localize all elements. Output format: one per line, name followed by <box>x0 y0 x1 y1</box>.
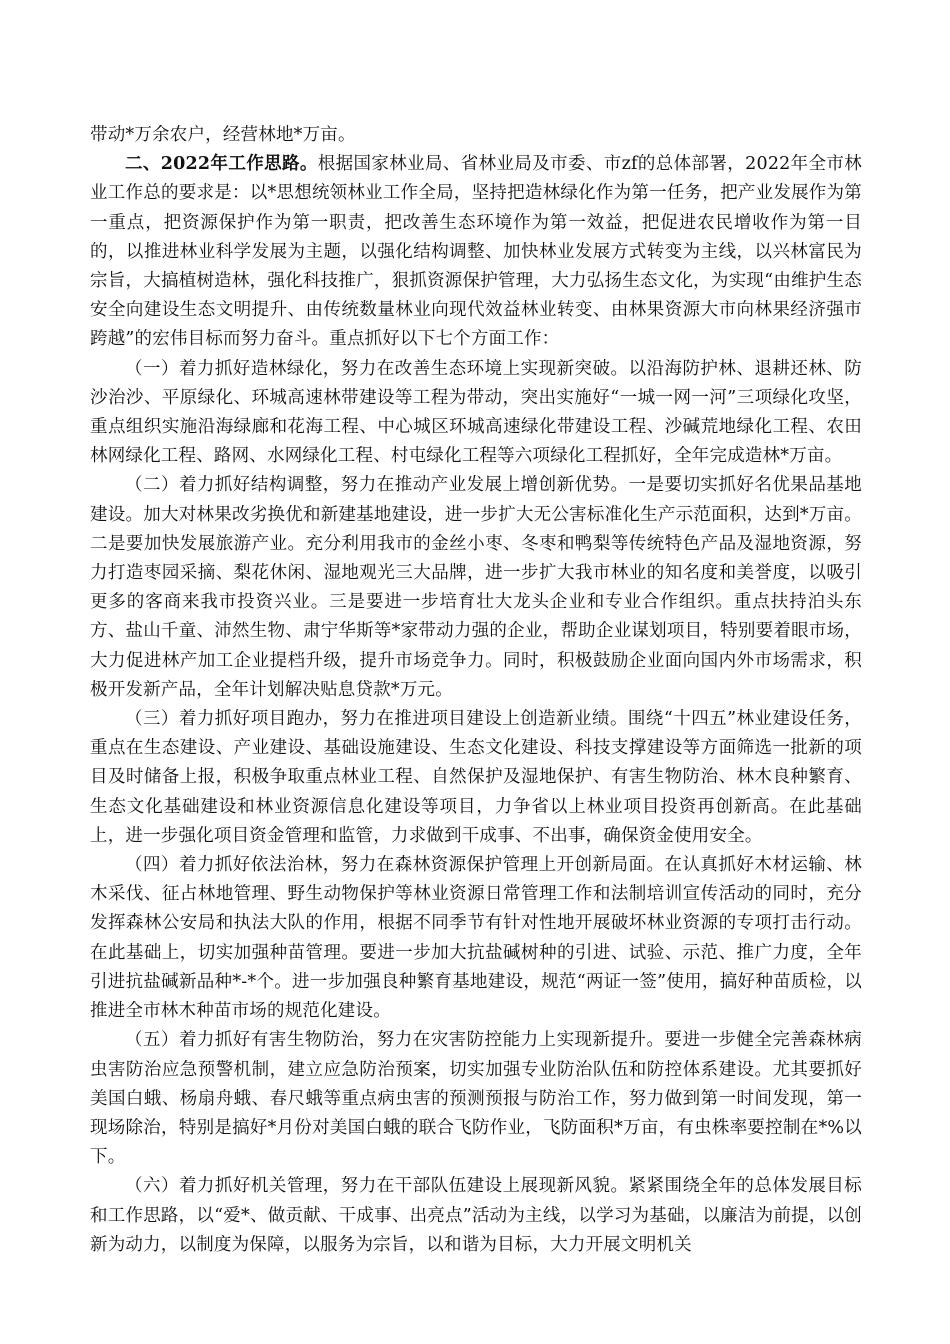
document-body <box>90 121 862 1260</box>
section-two-paragraph <box>90 150 862 354</box>
intro-line: 带动*万余农户，经营林地*万亩。 <box>90 125 356 145</box>
paragraph-5: （五）着力抓好有害生物防治，努力在灾害防控能力上实现新提升。要进一步健全完善森林病虫害防治应急预警机制，建立应急防治预案，切实加强专业防治队伍和防控体系建设。尤其要抓好美国白蛾、杨扇舟蛾、春尺蛾等重点病虫害的预测预报与防治工作，努力做到第一时间发现，第一现场除治，特别是搞好*月份对美国白蛾的联合飞防作业，飞防面积*万亩，有虫株率要控制在*%以下。 <box>90 1030 862 1168</box>
paragraph-1: （一）着力抓好造林绿化，努力在改善生态环境上实现新突破。以沿海防护林、退耕还林、防沙治沙、平原绿化、环城高速林带建设等工程为带动，突出实施好“一城一网一河”三项绿化攻坚，重点组织实施沿海绿廊和花海工程、中心城区环城高速绿化带建设工程、沙碱荒地绿化工程、农田林网绿化工程、路网、水网绿化工程、村屯绿化工程等六项绿化工程抓好，全年完成造林*万亩。 <box>90 358 862 467</box>
paragraph-4: （四）着力抓好依法治林，努力在森林资源保护管理上开创新局面。在认真抓好木材运输、林木采伐、征占林地管理、野生动物保护等林业资源日常管理工作和法制培训宣传活动的同时，充分发挥森林公安局和执法大队的作用，根据不同季节有针对性地开展破坏林业资源的专项打击行动。在此基础上，切实加强种苗管理。要进一步加大抗盐碱树种的引进、试验、示范、推广力度，全年引进抗盐碱新品种*-*个。进一步加强良种繁育基地建设，规范“两证一签”使用，搞好种苗质检，以推进全市林木种苗市场的规范化建设。 <box>90 855 862 1022</box>
paragraph-6: （六）着力抓好机关管理，努力在干部队伍建设上展现新风貌。紧紧围绕全年的总体发展目标和工作思路，以“爱*、做贡献、干成事、出亮点”活动为主线，以学习为基础，以廉洁为前提，以创新为动力，以制度为保障，以服务为宗旨，以和谐为目标，大力开展文明机关 <box>90 1176 862 1255</box>
paragraph-3: （三）着力抓好项目跑办，努力在推进项目建设上创造新业绩。围绕“十四五”林业建设任务，重点在生态建设、产业建设、基础设施建设、生态文化建设、科技支撑建设等方面筛选一批新的项目及时储备上报，积极争取重点林业工程、自然保护及湿地保护、有害生物防治、林木良种繁育、生态文化基础建设和林业资源信息化建设等项目，力争省以上林业项目投资再创新高。在此基础上，进一步强化项目资金管理和监管，力求做到干成事、不出事，确保资金使用安全。 <box>90 709 862 846</box>
section-two-heading: 二、2022年工作思路。 <box>125 154 318 175</box>
paragraph-2: （二）着力抓好结构调整，努力在推动产业发展上增创新优势。一是要切实抓好名优果品基地建设。加大对林果改劣换优和新建基地建设，进一步扩大无公害标准化生产示范面积，达到*万亩。二是要加快发展旅游产业。充分利用我市的金丝小枣、冬枣和鸭梨等传统特色产品及湿地资源，努力打造枣园采摘、梨花休闲、湿地观光三大品牌，进一步扩大我市林业的知名度和美誉度，以吸引更多的客商来我市投资兴业。三是要进一步培育壮大龙头企业和专业合作组织。重点扶持泊头东方、盐山千童、沛然生物、肃宁华斯等*家带动力强的企业，帮助企业谋划项目，特别要着眼市场，大力促进林产加工企业提档升级，提升市场竞争力。同时，积极鼓励企业面向国内外市场需求，积极开发新产品，全年计划解决贴息贷款*万元。 <box>90 475 862 700</box>
section-two-text: 根据国家林业局、省林业局及市委、市zf的总体部署，2022年全市林业工作总的要求是：以*思想统领林业工作全局，坚持把造林绿化作为第一任务，把产业发展作为第一重点，把资源保护作为第一职责，把改善生态环境作为第一效益，把促进农民增收作为第一目的，以推进林业科学发展为主题，以强化结构调整、加快林业发展方式转变为主线，以兴林富民为宗旨，大搞植树造林，强化科技推广，狠抓资源保护管理，大力弘扬生态文化，为实现“由维护生态安全向建设生态文明提升、由传统数量林业向现代效益林业转变、由林果资源大市向林果经济强市跨越”的宏伟目标而努力奋斗。重点抓好以下七个方面工作： <box>90 154 862 350</box>
